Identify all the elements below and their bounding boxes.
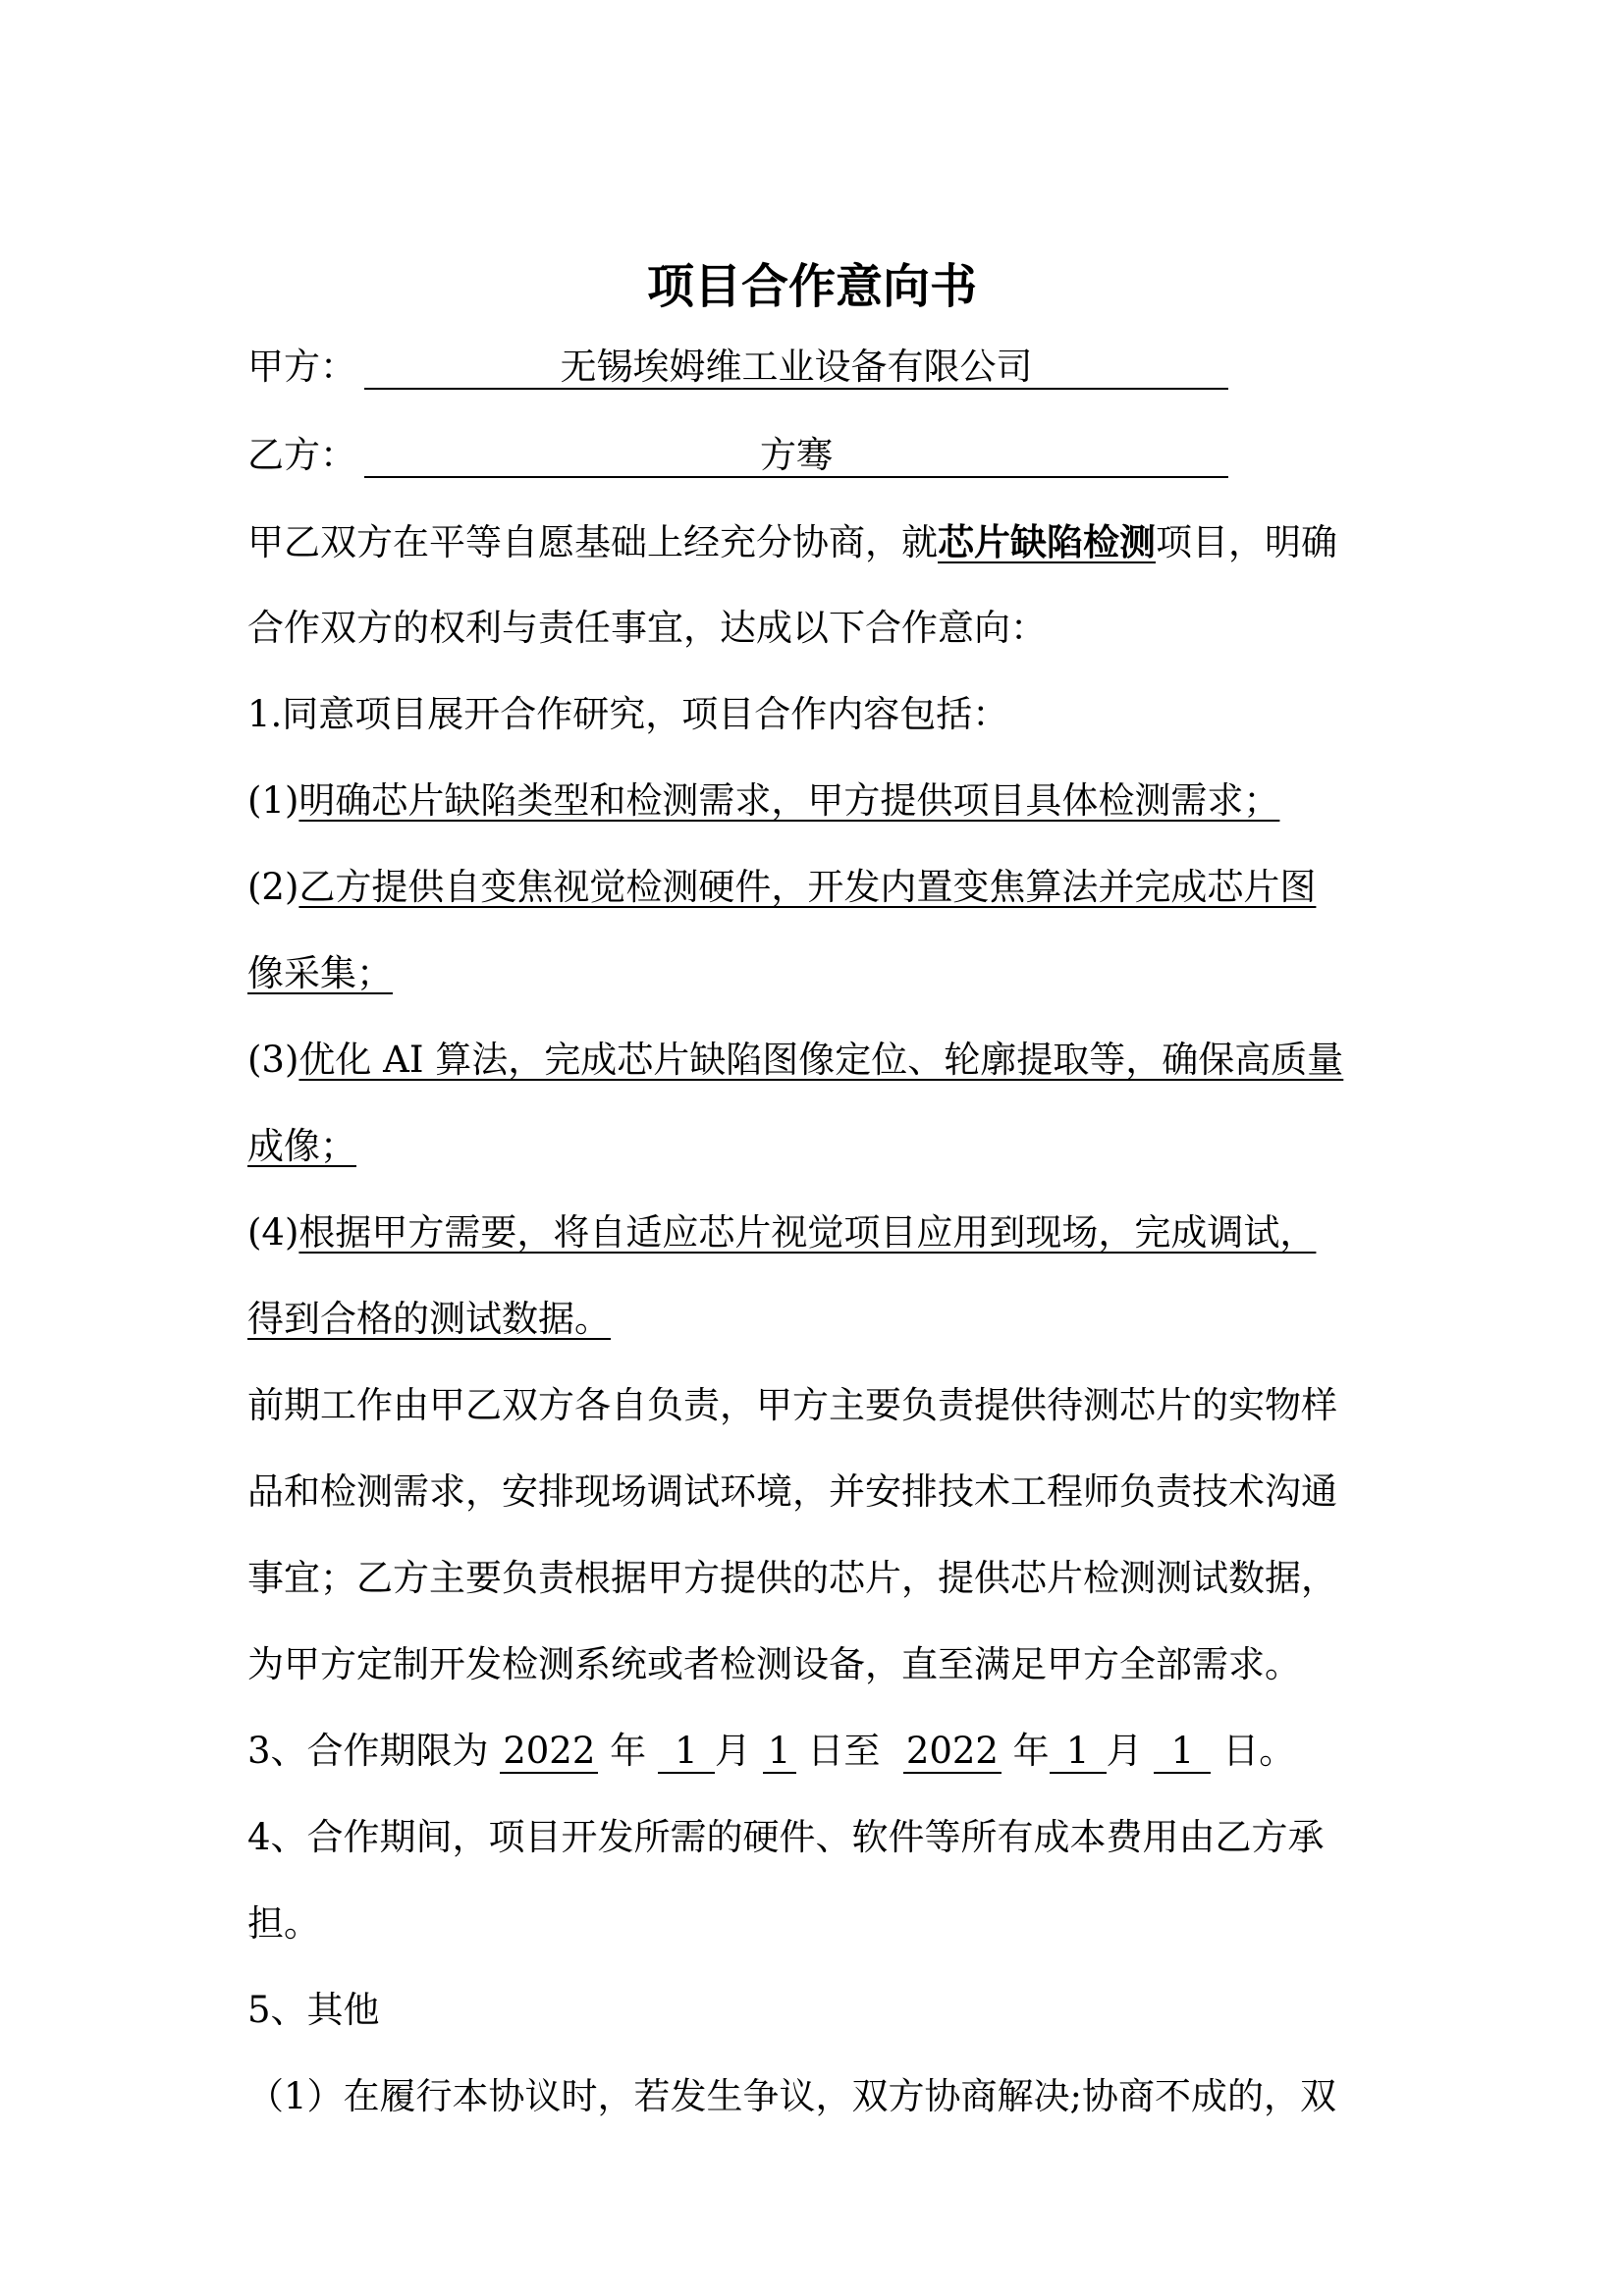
- clause-1-item-4-cont: [247, 1298, 611, 1341]
- party-a-label: 甲方：: [247, 346, 356, 388]
- party-a-value: 无锡埃姆维工业设备有限公司: [364, 347, 1228, 390]
- item-text: 成像；: [247, 1125, 356, 1167]
- document-title: 项目合作意向书: [646, 259, 977, 314]
- clause-4-line-2: 担。: [247, 1902, 320, 1945]
- day-to-label: 日至: [807, 1730, 881, 1772]
- item-number: (4): [247, 1211, 299, 1254]
- intro-text-1: 甲乙双方在平等自愿基础上经充分协商，就: [247, 521, 938, 563]
- item-number: (1): [247, 779, 299, 822]
- start-year: 2022: [500, 1731, 598, 1774]
- item-text: 优化 AI 算法，完成芯片缺陷图像定位、轮廓提取等，确保高质量: [298, 1039, 1344, 1081]
- year-label: 年: [610, 1730, 647, 1772]
- project-name: 芯片缺陷检测: [938, 520, 1156, 563]
- intro-line-1: [247, 520, 1337, 564]
- intro-line-2: 合作双方的权利与责任事宜，达成以下合作意向：: [247, 607, 1047, 649]
- preliminary-line-3: 事宜；乙方主要负责根据甲方提供的芯片，提供芯片检测测试数据，: [247, 1557, 1337, 1599]
- start-day: 1: [763, 1731, 796, 1774]
- month-label: 月: [1106, 1730, 1143, 1772]
- clause-1-item-4: [247, 1211, 1316, 1255]
- item-text: 根据甲方需要，将自适应芯片视觉项目应用到现场，完成调试，: [298, 1211, 1317, 1254]
- clause-5-item-1: （1）在履行本协议时，若发生争议，双方协商解决;协商不成的，双: [247, 2075, 1337, 2117]
- item-text: 得到合格的测试数据。: [247, 1298, 611, 1340]
- clause-3-prefix: 3、合作期限为: [247, 1730, 489, 1772]
- clause-5-heading: 5、其他: [247, 1989, 380, 2031]
- item-text: 乙方提供自变焦视觉检测硬件，开发内置变焦算法并完成芯片图: [298, 866, 1317, 908]
- preliminary-line-2: 品和检测需求，安排现场调试环境，并安排技术工程师负责技术沟通: [247, 1470, 1337, 1513]
- end-month: 1: [1050, 1731, 1107, 1774]
- clause-3-row: [247, 1730, 1295, 1774]
- year-label: 年: [1012, 1730, 1050, 1772]
- clause-1-item-2: [247, 866, 1316, 909]
- clause-1-item-2-cont: [247, 952, 393, 995]
- item-number: (2): [247, 866, 299, 908]
- party-b-row: [247, 434, 1228, 478]
- end-label: 日。: [1222, 1730, 1296, 1772]
- item-text: 明确芯片缺陷类型和检测需求，甲方提供项目具体检测需求；: [298, 779, 1280, 822]
- end-year: 2022: [903, 1731, 1001, 1774]
- item-number: (3): [247, 1039, 299, 1081]
- end-day: 1: [1154, 1731, 1211, 1774]
- start-month: 1: [658, 1731, 715, 1774]
- party-b-label: 乙方：: [247, 434, 356, 476]
- clause-1-heading: 1.同意项目展开合作研究，项目合作内容包括：: [247, 693, 1009, 735]
- party-a-row: [247, 346, 1228, 390]
- intro-text-2: 项目，明确: [1156, 521, 1337, 563]
- preliminary-line-4: 为甲方定制开发检测系统或者检测设备，直至满足甲方全部需求。: [247, 1643, 1301, 1685]
- clause-1-item-3: [247, 1039, 1343, 1082]
- clause-4-line-1: 4、合作期间，项目开发所需的硬件、软件等所有成本费用由乙方承: [247, 1816, 1325, 1858]
- clause-1-item-3-cont: [247, 1125, 356, 1168]
- item-text: 像采集；: [247, 952, 393, 994]
- clause-1-item-1: [247, 779, 1279, 823]
- month-label: 月: [714, 1730, 751, 1772]
- party-b-value: 方骞: [364, 435, 1228, 478]
- preliminary-line-1: 前期工作由甲乙双方各自负责，甲方主要负责提供待测芯片的实物样: [247, 1384, 1337, 1426]
